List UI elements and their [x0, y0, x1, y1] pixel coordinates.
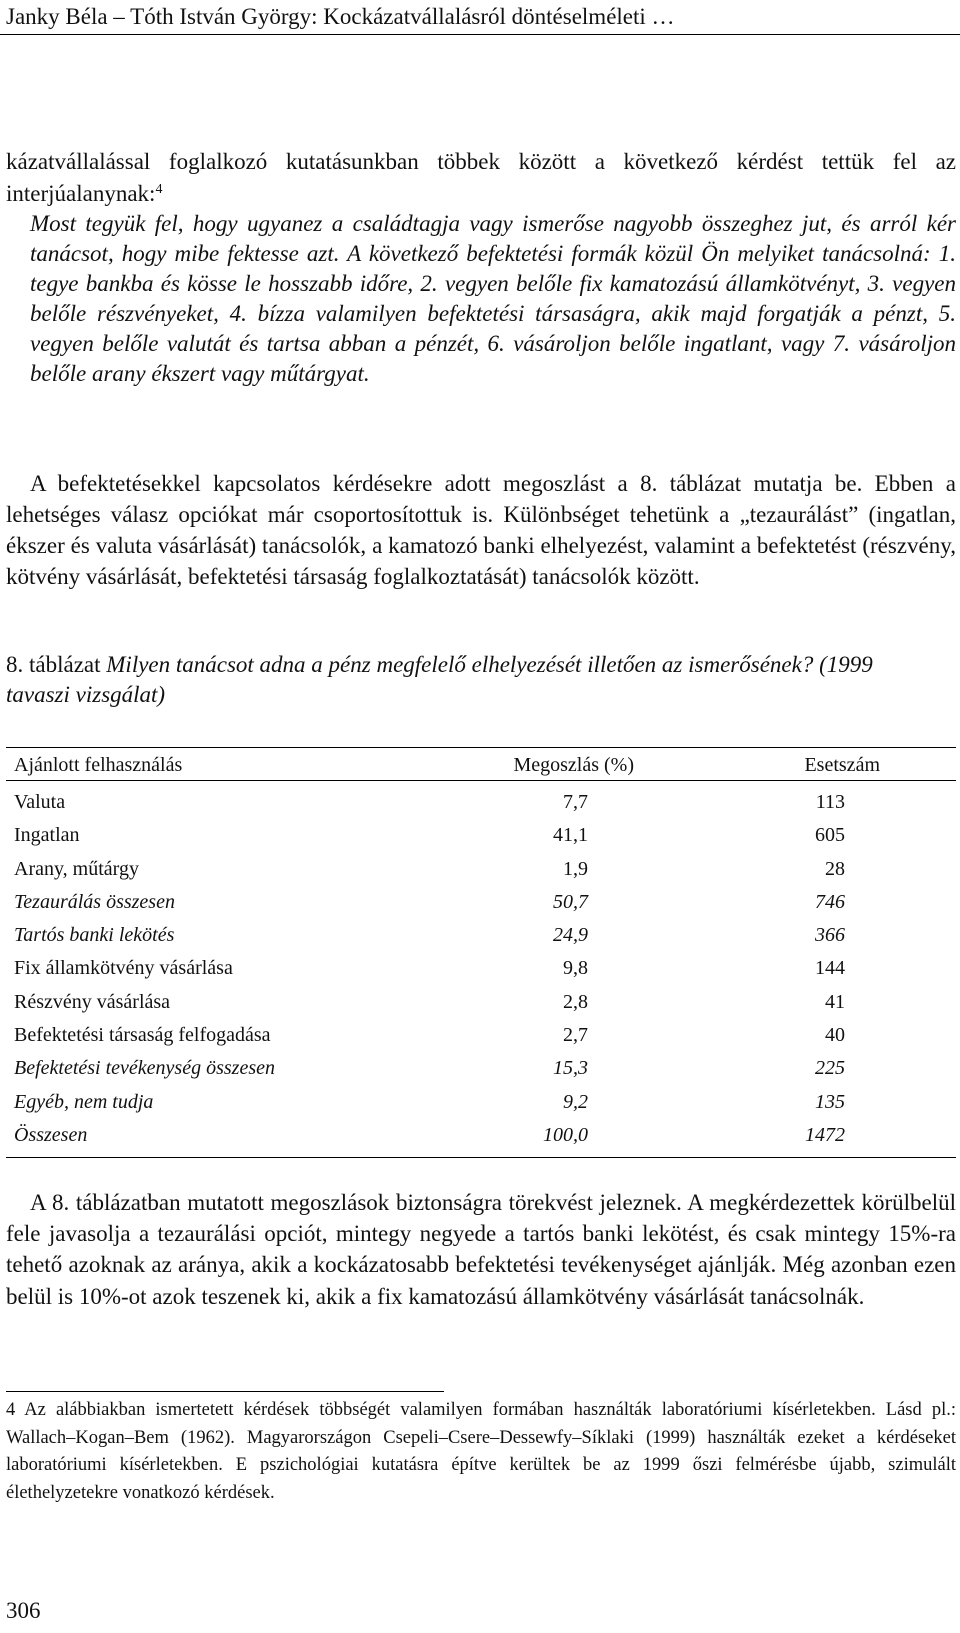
table-row-label: Részvény vásárlása — [14, 991, 171, 1013]
table-row-share: 9,2 — [563, 1091, 588, 1113]
running-header: Janky Béla – Tóth István György: Kockázatvállalásról döntéselméleti … — [6, 4, 675, 29]
table-header-rule — [6, 780, 956, 781]
header-divider — [0, 34, 960, 35]
table-row-share: 15,3 — [553, 1057, 588, 1079]
body-paragraph-2: A befektetésekkel kapcsolatos kérdésekre adott megoszlást a 8. táblázat mutatja be. Ebben a lehetséges válasz opciókat már csoportosítottuk is. Különbséget tehetünk a „tezaurálást” (ingatlan, ékszer és valuta vásárlását) tanácsolók, a kamatozó banki elhelyezést, valamint a befektetést (részvény, kötvény vásárlását, befektetési társaság foglalkoztatását) tanácsolók között. — [6, 471, 956, 589]
table-row-share: 9,8 — [563, 957, 588, 979]
table-header-usage: Ajánlott felhasználás — [14, 754, 183, 776]
table-header-count: Esetszám — [804, 754, 880, 776]
table-row-count: 135 — [815, 1091, 845, 1113]
table-top-rule — [6, 747, 956, 748]
table-row-label: Befektetési társaság felfogadása — [14, 1024, 271, 1046]
table-row-share: 50,7 — [553, 891, 588, 913]
table-row-count: 41 — [825, 991, 845, 1013]
footnote-4: 4 Az alábbiakban ismertetett kérdések többségét valamilyen formában használták laboratóriumi kísérletekben. Lásd pl.: Wallach–Kogan–Bem (1962). Magyarországon Csepeli–Csere–Dessewfy–Síklaki (1999) használták ezeket a kérdéseket laboratóriumi kísérletekben. E pszichológiai kutatásra építve kerültek be az 1999 őszi felmérésbe újabb, szimulált élethelyzetekre vonatkozó kérdések. — [6, 1400, 956, 1503]
table-row-label: Befektetési tevékenység összesen — [14, 1057, 275, 1079]
table-row-share: 100,0 — [543, 1124, 588, 1146]
page-number: 306 — [6, 1598, 41, 1623]
table-row-label: Arany, műtárgy — [14, 858, 139, 880]
table-caption-title: Milyen tanácsot adna a pénz megfelelő elhelyezését illetően az ismerősének? (1999 tavaszi vizsgálat) — [6, 652, 873, 707]
table-row-label: Összesen — [14, 1124, 88, 1146]
table-row-share: 2,8 — [563, 991, 588, 1013]
table-row-count: 28 — [825, 858, 845, 880]
table-row-label: Valuta — [14, 791, 66, 813]
intro-paragraph — [6, 146, 956, 209]
table-row-share: 1,9 — [563, 858, 588, 880]
table-row-count: 366 — [815, 924, 845, 946]
table-row-count: 1472 — [805, 1124, 845, 1146]
table-row-count: 225 — [815, 1057, 845, 1079]
table-row-label: Tartós banki lekötés — [14, 924, 175, 946]
table-row-count: 144 — [815, 957, 845, 979]
table-row-share: 24,9 — [553, 924, 588, 946]
table-row-count: 746 — [815, 891, 845, 913]
table-bottom-rule — [6, 1157, 956, 1158]
table-header-share: Megoszlás (%) — [513, 754, 634, 776]
intro-text: kázatvállalással foglalkozó kutatásunkban többek között a következő kérdést tettük fel az interjúalanynak: — [6, 149, 956, 206]
survey-question: Most tegyük fel, hogy ugyanez a családtagja vagy ismerőse nagyobb összeghez jut, és arról kér tanácsot, hogy mibe fektesse azt. A következő befektetési formák közül Ön melyiket tanácsolná: 1. tegye bankba és kösse le hosszabb időre, 2. vegyen belőle fix kamatozású államkötvényt, 3. vegyen belőle részvényeket, 4. bízza valamilyen befektetési társaságra, akik majd forgatják a pénzt, 5. vegyen belőle valutát és tartsa abban a pénzét, 6. vásároljon belőle ingatlant, vagy 7. vásároljon belőle arany ékszert vagy műtárgyat. — [30, 211, 956, 386]
table-row-share: 41,1 — [553, 824, 588, 846]
table-row-share: 2,7 — [563, 1024, 588, 1046]
table-caption-label: 8. táblázat — [6, 652, 101, 677]
table-caption — [6, 650, 886, 710]
table-row-label: Tezaurálás összesen — [14, 891, 175, 913]
footnote-divider — [6, 1391, 444, 1392]
table-row-label: Egyéb, nem tudja — [14, 1091, 154, 1113]
table-row-count: 113 — [815, 791, 845, 813]
table-row-label: Fix államkötvény vásárlása — [14, 957, 233, 979]
table-row-count: 40 — [825, 1024, 845, 1046]
table-row-share: 7,7 — [563, 791, 588, 813]
table-row-count: 605 — [815, 824, 845, 846]
body-paragraph-3: A 8. táblázatban mutatott megoszlások biztonságra törekvést jeleznek. A megkérdezettek körülbelül fele javasolja a tezaurálási opciót, mintegy negyede a tartós banki lekötést, és csak mintegy 15%-ra tehető azoknak az aránya, akik a kockázatosabb befektetési tevékenységet ajánlják. Még azonban ezen belül is 10%-ot azok teszenek ki, akik a fix kamatozású államkötvény vásárlását tanácsolnák. — [6, 1190, 956, 1309]
footnote-reference[interactable]: 4 — [155, 181, 163, 197]
table-row-label: Ingatlan — [14, 824, 80, 846]
